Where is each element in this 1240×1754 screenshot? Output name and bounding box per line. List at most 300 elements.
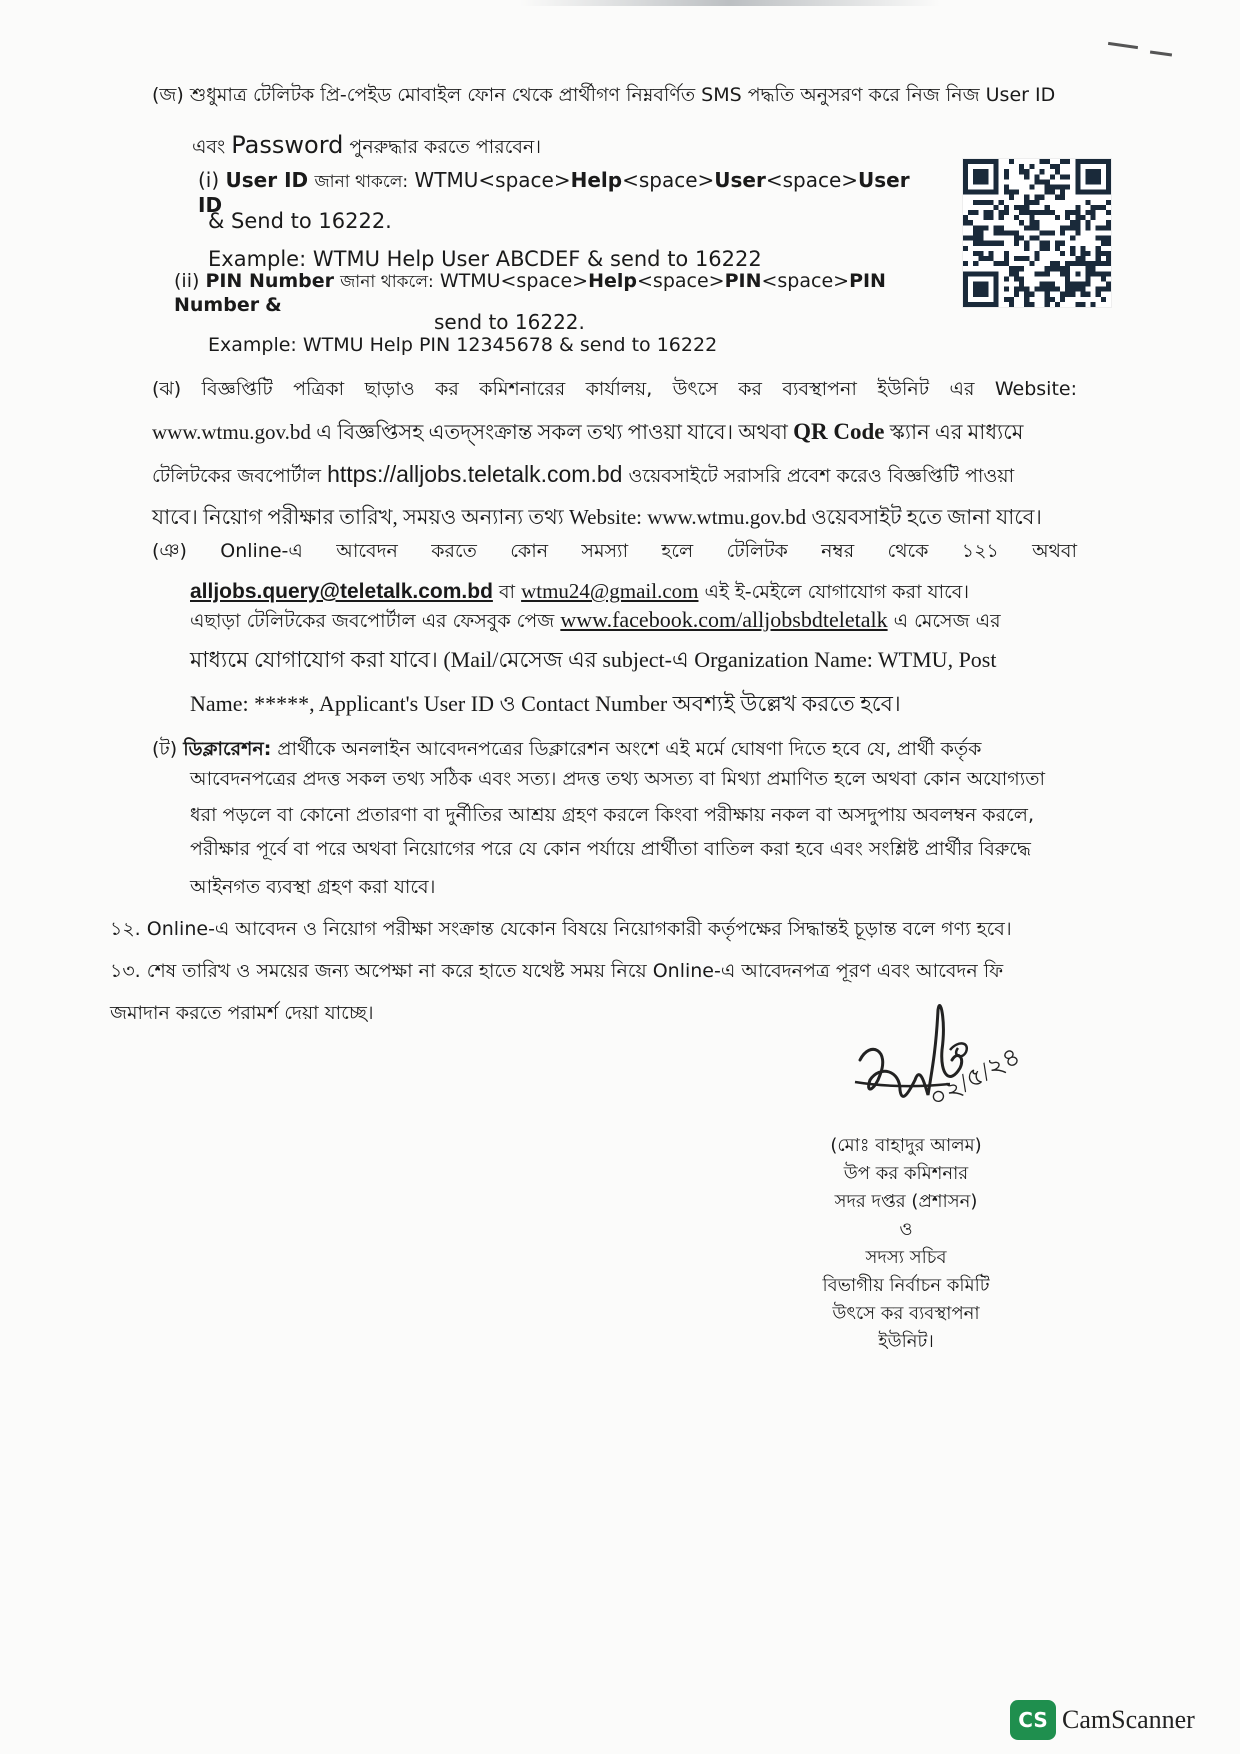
qr-module [1085, 200, 1090, 205]
qr-module [973, 169, 988, 184]
qr-module [989, 241, 994, 246]
qr-module [973, 261, 978, 266]
qr-module [1075, 271, 1080, 276]
qr-module [1040, 179, 1045, 184]
qr-module [973, 200, 978, 205]
qr-module [1070, 246, 1075, 251]
qr-module [1029, 185, 1034, 190]
qr-module [994, 225, 999, 230]
qr-module [1014, 241, 1019, 246]
qr-module [973, 230, 978, 235]
qr-module [1070, 236, 1075, 241]
item-ta-line4: পরীক্ষার পূর্বে বা পরে অথবা নিয়োগের পরে যে কোন পর্যায়ে প্রার্থীতা বাতিল করা হবে এবং সংশ্লিষ্ট প্রার্থীর বিরুদ্ধে [190, 838, 1031, 860]
qr-code-icon [962, 158, 1112, 308]
qr-module [1004, 287, 1009, 292]
qr-module [1101, 205, 1106, 210]
email-link-teletalk[interactable]: alljobs.query@teletalk.com.bd [190, 580, 493, 603]
item-nya-line1 [152, 540, 1077, 564]
qr-module [1029, 261, 1034, 266]
qr-module [989, 215, 994, 220]
qr-module [1034, 174, 1039, 179]
qr-module [1050, 297, 1055, 302]
item-jh-line4: যাবে। নিয়োগ পরীক্ষার তারিখ, সময়ও অন্যান্য তথ্য Website: www.wtmu.gov.bd ওয়েবসাইট হতে জানা যাবে। [152, 505, 1042, 529]
qr-module [1050, 185, 1055, 190]
qr-module [1096, 251, 1101, 256]
qr-module [1050, 281, 1055, 286]
qr-module [1055, 164, 1060, 169]
qr-module [978, 241, 983, 246]
qr-module [1101, 287, 1106, 292]
qr-module [1070, 251, 1075, 256]
qr-module [1040, 241, 1045, 246]
qr-module [1019, 266, 1024, 271]
item-j-line1 [152, 84, 1072, 108]
facebook-link[interactable]: www.facebook.com/alljobsbdteletalk [560, 607, 888, 632]
item-13-text: শেষ তারিখ ও সময়ের জন্য অপেক্ষা না করে হাতে যথেষ্ট সময় নিয়ে Online-এ আবেদনপত্র পূরণ এবং আবেদন ফি [146, 960, 1004, 982]
qr-module [963, 261, 968, 266]
qr-module [994, 261, 999, 266]
qr-module [1085, 225, 1090, 230]
qr-module [1050, 230, 1055, 235]
qr-module [1024, 205, 1029, 210]
qr-module [1106, 251, 1111, 256]
qr-module [1075, 256, 1080, 261]
qr-module [1106, 281, 1111, 286]
signatory-office: সদর দপ্তর (প্রশাসন) [834, 1191, 978, 1212]
qr-module [1009, 230, 1014, 235]
email-link-wtmu[interactable]: wtmu24@gmail.com [521, 579, 699, 603]
qr-module [1029, 220, 1034, 225]
qr-module [1055, 215, 1060, 220]
qr-module [1045, 271, 1050, 276]
qr-module [1055, 266, 1060, 271]
qr-module [1070, 287, 1075, 292]
qr-module [968, 220, 973, 225]
item-jh-label: (ঝ) [152, 378, 182, 400]
item-jh-text: ওয়েবসাইটে সরাসরি প্রবেশ করেও বিজ্ঞপ্তিটি পাওয়া [628, 465, 1015, 487]
qr-module [973, 241, 978, 246]
item-13-line1 [110, 960, 1080, 984]
qr-module [1045, 179, 1050, 184]
signatory-name: (মোঃ বাহাদুর আলম) [830, 1135, 982, 1156]
qr-module [1040, 169, 1045, 174]
qr-module [1024, 169, 1029, 174]
qr-module [1004, 276, 1009, 281]
qr-module [1096, 236, 1101, 241]
scan-mark [1108, 42, 1138, 49]
qr-module [1091, 271, 1096, 276]
qr-module [1055, 185, 1060, 190]
item-12 [110, 918, 1070, 942]
qr-module [1019, 210, 1024, 215]
qr-module [1034, 256, 1039, 261]
qr-module [1091, 205, 1096, 210]
qr-module [978, 251, 983, 256]
qr-module [1004, 174, 1009, 179]
qr-module [1034, 179, 1039, 184]
qr-module [1080, 246, 1085, 251]
qr-module [1070, 210, 1075, 215]
qr-module [1060, 251, 1065, 256]
qr-module [994, 205, 999, 210]
item-jh-line3 [152, 460, 1077, 489]
qr-module [963, 236, 968, 241]
item-j-label: (জ) [152, 84, 184, 106]
qr-module [1055, 169, 1060, 174]
signatory-committee: বিভাগীয় নির্বাচন কমিটি [822, 1275, 990, 1296]
qr-module [1014, 256, 1019, 261]
qr-module [1024, 292, 1029, 297]
qr-module [973, 251, 978, 256]
qr-module [1029, 215, 1034, 220]
item-nya-line3 [190, 606, 1080, 634]
qr-module [1096, 271, 1101, 276]
teletalk-url[interactable]: https://alljobs.teletalk.com.bd [327, 461, 623, 487]
qr-module [1075, 210, 1080, 215]
qr-module [1040, 230, 1045, 235]
qr-module [1034, 220, 1039, 225]
item-j-sub-ii-example: Example: WTMU Help PIN 12345678 & send to 16222 [208, 334, 718, 356]
qr-module [1070, 292, 1075, 297]
item-12-text: Online-এ আবেদন ও নিয়োগ পরীক্ষা সংক্রান্ত যেকোন বিষয়ে নিয়োগকারী কর্তৃপক্ষের সিদ্ধান্তই চূড়ান্ত বলে গণ্য হবে। [146, 918, 1012, 940]
sms-cmd: User [714, 168, 766, 192]
qr-module [1014, 205, 1019, 210]
item-j-text: পুনরুদ্ধার করতে পারবেন। [349, 136, 542, 158]
qr-module [1091, 302, 1096, 307]
qr-module [1029, 164, 1034, 169]
qr-module [989, 256, 994, 261]
qr-module [1055, 246, 1060, 251]
qr-module [1019, 205, 1024, 210]
qr-module [1055, 261, 1060, 266]
item-jh-text: স্ক্যান এর মাধ্যমে [889, 420, 1024, 444]
item-ta-line2: আবেদনপত্রের প্রদত্ত সকল তথ্য সঠিক এবং সত্য। প্রদত্ত তথ্য অসত্য বা মিথ্যা প্রমাণিত হলে অথবা কোন অযোগ্যতা [190, 768, 1045, 790]
scan-mark [1150, 50, 1172, 56]
qr-module [1060, 225, 1065, 230]
qr-module [983, 200, 988, 205]
sms-cmd: User ID [198, 168, 910, 218]
qr-module [968, 210, 973, 215]
item-13-line2: জমাদান করতে পরামর্শ দেয়া যাচ্ছে। [110, 1002, 374, 1024]
qr-module [973, 281, 988, 296]
qr-module [1019, 236, 1024, 241]
qr-module [968, 236, 973, 241]
item-nya-text: এই ই-মেইলে যোগাযোগ করা যাবে। [704, 581, 970, 603]
item-jh-qr-text: QR Code [793, 419, 885, 444]
qr-module [1065, 159, 1070, 164]
qr-module [1060, 266, 1065, 271]
qr-module [1040, 210, 1045, 215]
qr-module [1045, 246, 1050, 251]
sms-cmd: WTMU<space> [414, 168, 571, 192]
qr-module [994, 241, 999, 246]
qr-module [1034, 251, 1039, 256]
qr-module [1024, 210, 1029, 215]
camscanner-brand: CamScanner [1062, 1705, 1195, 1734]
item-nya-label: (ঞ) [152, 540, 187, 562]
item-j-sub-i-send: & Send to 16222. [208, 209, 392, 233]
qr-module [1045, 297, 1050, 302]
qr-module [1060, 159, 1065, 164]
qr-module [1024, 225, 1029, 230]
qr-module [1045, 281, 1050, 286]
qr-module [1101, 261, 1106, 266]
qr-module [1075, 230, 1080, 235]
signature-block [806, 1132, 1006, 1356]
sms-cmd: <space> [761, 270, 850, 292]
qr-module [1019, 164, 1024, 169]
qr-module [1050, 210, 1055, 215]
qr-module [978, 256, 983, 261]
qr-module [1019, 281, 1024, 286]
camscanner-watermark [1010, 1700, 1195, 1740]
qr-module [1014, 190, 1019, 195]
sms-cmd: <space> [765, 168, 859, 192]
qr-module [1075, 287, 1080, 292]
qr-module [1091, 266, 1096, 271]
qr-module [1106, 241, 1111, 246]
qr-code-graphic [963, 159, 1111, 307]
qr-module [1004, 261, 1009, 266]
qr-module [989, 210, 994, 215]
item-j-text: এবং [192, 136, 226, 158]
item-ta-label: (ট) [152, 738, 178, 760]
qr-module [1060, 271, 1065, 276]
qr-module [1106, 271, 1111, 276]
qr-module [1034, 200, 1039, 205]
qr-module [999, 225, 1004, 230]
qr-module [1085, 210, 1090, 215]
qr-module [1004, 205, 1009, 210]
qr-module [1045, 292, 1050, 297]
qr-module [1024, 256, 1029, 261]
qr-module [1091, 261, 1096, 266]
camscanner-logo-icon: CS [1010, 1700, 1056, 1740]
qr-module [1101, 297, 1106, 302]
qr-module [1009, 297, 1014, 302]
qr-module [1029, 302, 1034, 307]
sms-cmd: Help [570, 168, 623, 192]
qr-module [978, 225, 983, 230]
item-nya-text: এছাড়া টেলিটকের জবপোর্টাল এর ফেসবুক পেজ [190, 610, 555, 632]
qr-module [1075, 205, 1080, 210]
qr-module [1085, 292, 1090, 297]
item-jh-text: বিজ্ঞপ্তিটি পত্রিকা ছাড়াও কর কমিশনারের কার্যালয়, উৎসে কর ব্যবস্থাপনা ইউনিট এর Website: [201, 378, 1077, 400]
qr-module [1045, 241, 1050, 246]
qr-module [1050, 287, 1055, 292]
qr-module [1085, 169, 1100, 184]
qr-module [1075, 225, 1080, 230]
qr-module [983, 241, 988, 246]
qr-module [1106, 261, 1111, 266]
qr-module [1060, 230, 1065, 235]
qr-module [1019, 220, 1024, 225]
item-12-label: ১২. [110, 918, 141, 940]
qr-module [1085, 251, 1090, 256]
item-jh-text: টেলিটকের জবপোর্টাল [152, 465, 322, 487]
qr-module [1106, 220, 1111, 225]
qr-module [983, 215, 988, 220]
qr-module [1024, 174, 1029, 179]
sub-label: (ii) [174, 270, 200, 292]
qr-module [1055, 241, 1060, 246]
qr-module [1045, 210, 1050, 215]
qr-module [1034, 236, 1039, 241]
qr-module [1040, 271, 1045, 276]
qr-module [1004, 169, 1009, 174]
qr-module [1009, 190, 1014, 195]
item-j-sub-ii-send: send to 16222. [434, 310, 585, 334]
scan-edge-shadow [520, 0, 940, 6]
qr-module [1080, 292, 1085, 297]
sms-cmd: WTMU<space> [439, 270, 589, 292]
sms-cmd: <space> [637, 270, 725, 292]
qr-module [1065, 292, 1070, 297]
qr-module [1096, 261, 1101, 266]
qr-module [1014, 276, 1019, 281]
item-jh-line1 [152, 378, 1077, 402]
qr-module [973, 225, 978, 230]
qr-module [999, 215, 1004, 220]
qr-module [1040, 246, 1045, 251]
qr-module [963, 220, 968, 225]
qr-module [1096, 256, 1101, 261]
sms-cmd: PIN Number [174, 270, 886, 316]
qr-module [963, 215, 968, 220]
qr-module [1029, 236, 1034, 241]
sms-cmd: <space> [622, 168, 715, 192]
qr-module [1034, 287, 1039, 292]
qr-module [1009, 159, 1014, 164]
qr-module [1080, 256, 1085, 261]
qr-module [1024, 246, 1029, 251]
signatory-designation: উপ কর কমিশনার [843, 1163, 969, 1184]
qr-module [1045, 190, 1050, 195]
qr-module [973, 210, 978, 215]
qr-module [1106, 200, 1111, 205]
qr-module [1050, 164, 1055, 169]
qr-module [1065, 174, 1070, 179]
qr-module [1050, 261, 1055, 266]
qr-module [1045, 302, 1050, 307]
qr-module [1029, 210, 1034, 215]
qr-module [1070, 225, 1075, 230]
handwritten-signature [840, 990, 1040, 1130]
qr-module [1060, 190, 1065, 195]
item-jh-line2 [152, 418, 1077, 447]
qr-module [1096, 205, 1101, 210]
qr-module [1091, 215, 1096, 220]
item-ta-line1 [152, 738, 1077, 762]
item-nya-text: বা [498, 581, 516, 603]
signature-date: ০২/৫/২৪ [924, 1041, 1026, 1114]
qr-module [1075, 302, 1080, 307]
qr-module [1045, 266, 1050, 271]
qr-module [1055, 195, 1060, 200]
qr-module [1101, 276, 1106, 281]
qr-module [1014, 215, 1019, 220]
qr-module [1040, 195, 1045, 200]
qr-module [1080, 215, 1085, 220]
qr-module [1101, 251, 1106, 256]
qr-module [1080, 251, 1085, 256]
qr-module [1065, 210, 1070, 215]
qr-module [1024, 287, 1029, 292]
signatory-unit: উৎসে কর ব্যবস্থাপনা ইউনিট। [832, 1303, 980, 1352]
qr-module [1050, 190, 1055, 195]
qr-module [1004, 190, 1009, 195]
qr-module [1040, 159, 1045, 164]
qr-module [999, 261, 1004, 266]
qr-module [1045, 205, 1050, 210]
qr-module [983, 210, 988, 215]
qr-module [1106, 210, 1111, 215]
qr-module [1029, 200, 1034, 205]
qr-module [978, 230, 983, 235]
qr-module [1024, 195, 1029, 200]
qr-module [1065, 287, 1070, 292]
qr-module [1096, 225, 1101, 230]
qr-module [999, 241, 1004, 246]
qr-module [1040, 281, 1045, 286]
qr-module [1060, 174, 1065, 179]
qr-module [978, 236, 983, 241]
qr-module [1004, 297, 1009, 302]
qr-module [994, 230, 999, 235]
qr-module [1106, 225, 1111, 230]
qr-module [983, 225, 988, 230]
qr-module [1065, 185, 1070, 190]
qr-module [1060, 292, 1065, 297]
sms-cmd: & [265, 293, 282, 316]
qr-module [973, 236, 978, 241]
qr-module [989, 251, 994, 256]
qr-module [963, 246, 968, 251]
declaration-heading: ডিক্লারেশন: [183, 738, 272, 760]
qr-module [1014, 236, 1019, 241]
signatory-conjunction: ও [899, 1219, 913, 1240]
qr-module [1029, 292, 1034, 297]
qr-module [1034, 271, 1039, 276]
qr-module [1024, 241, 1029, 246]
item-nya-line4: মাধ্যমে যোগাযোগ করা যাবে। (Mail/মেসেজ এর subject-এ Organization Name: WTMU, Post [190, 647, 997, 672]
item-nya-line2 [190, 578, 1080, 605]
qr-module [1096, 287, 1101, 292]
item-nya-line5: Name: *****, Applicant's User ID ও Contact Number অবশ্যই উল্লেখ করতে হবে। [190, 691, 901, 716]
qr-module [1050, 266, 1055, 271]
qr-module [1080, 302, 1085, 307]
signatory-role: সদস্য সচিব [865, 1247, 947, 1268]
qr-module [1004, 210, 1009, 215]
qr-module [999, 230, 1004, 235]
qr-module [1101, 236, 1106, 241]
qr-module [1040, 287, 1045, 292]
qr-module [1085, 220, 1090, 225]
qr-module [1106, 256, 1111, 261]
item-13-label: ১৩. [110, 960, 141, 982]
qr-module [1065, 215, 1070, 220]
qr-module [1106, 287, 1111, 292]
qr-module [1009, 195, 1014, 200]
qr-module [1055, 287, 1060, 292]
sms-cmd: Help [588, 270, 637, 292]
item-jh-text: www.wtmu.gov.bd এ বিজ্ঞপ্তিসহ এতদ্‌সংক্রান্ত সকল তথ্য পাওয়া যাবে। অথবা [152, 420, 788, 444]
qr-module [1019, 169, 1024, 174]
item-j-password: Password [231, 131, 344, 159]
qr-module [1009, 271, 1014, 276]
qr-module [1101, 271, 1106, 276]
qr-module [1024, 302, 1029, 307]
